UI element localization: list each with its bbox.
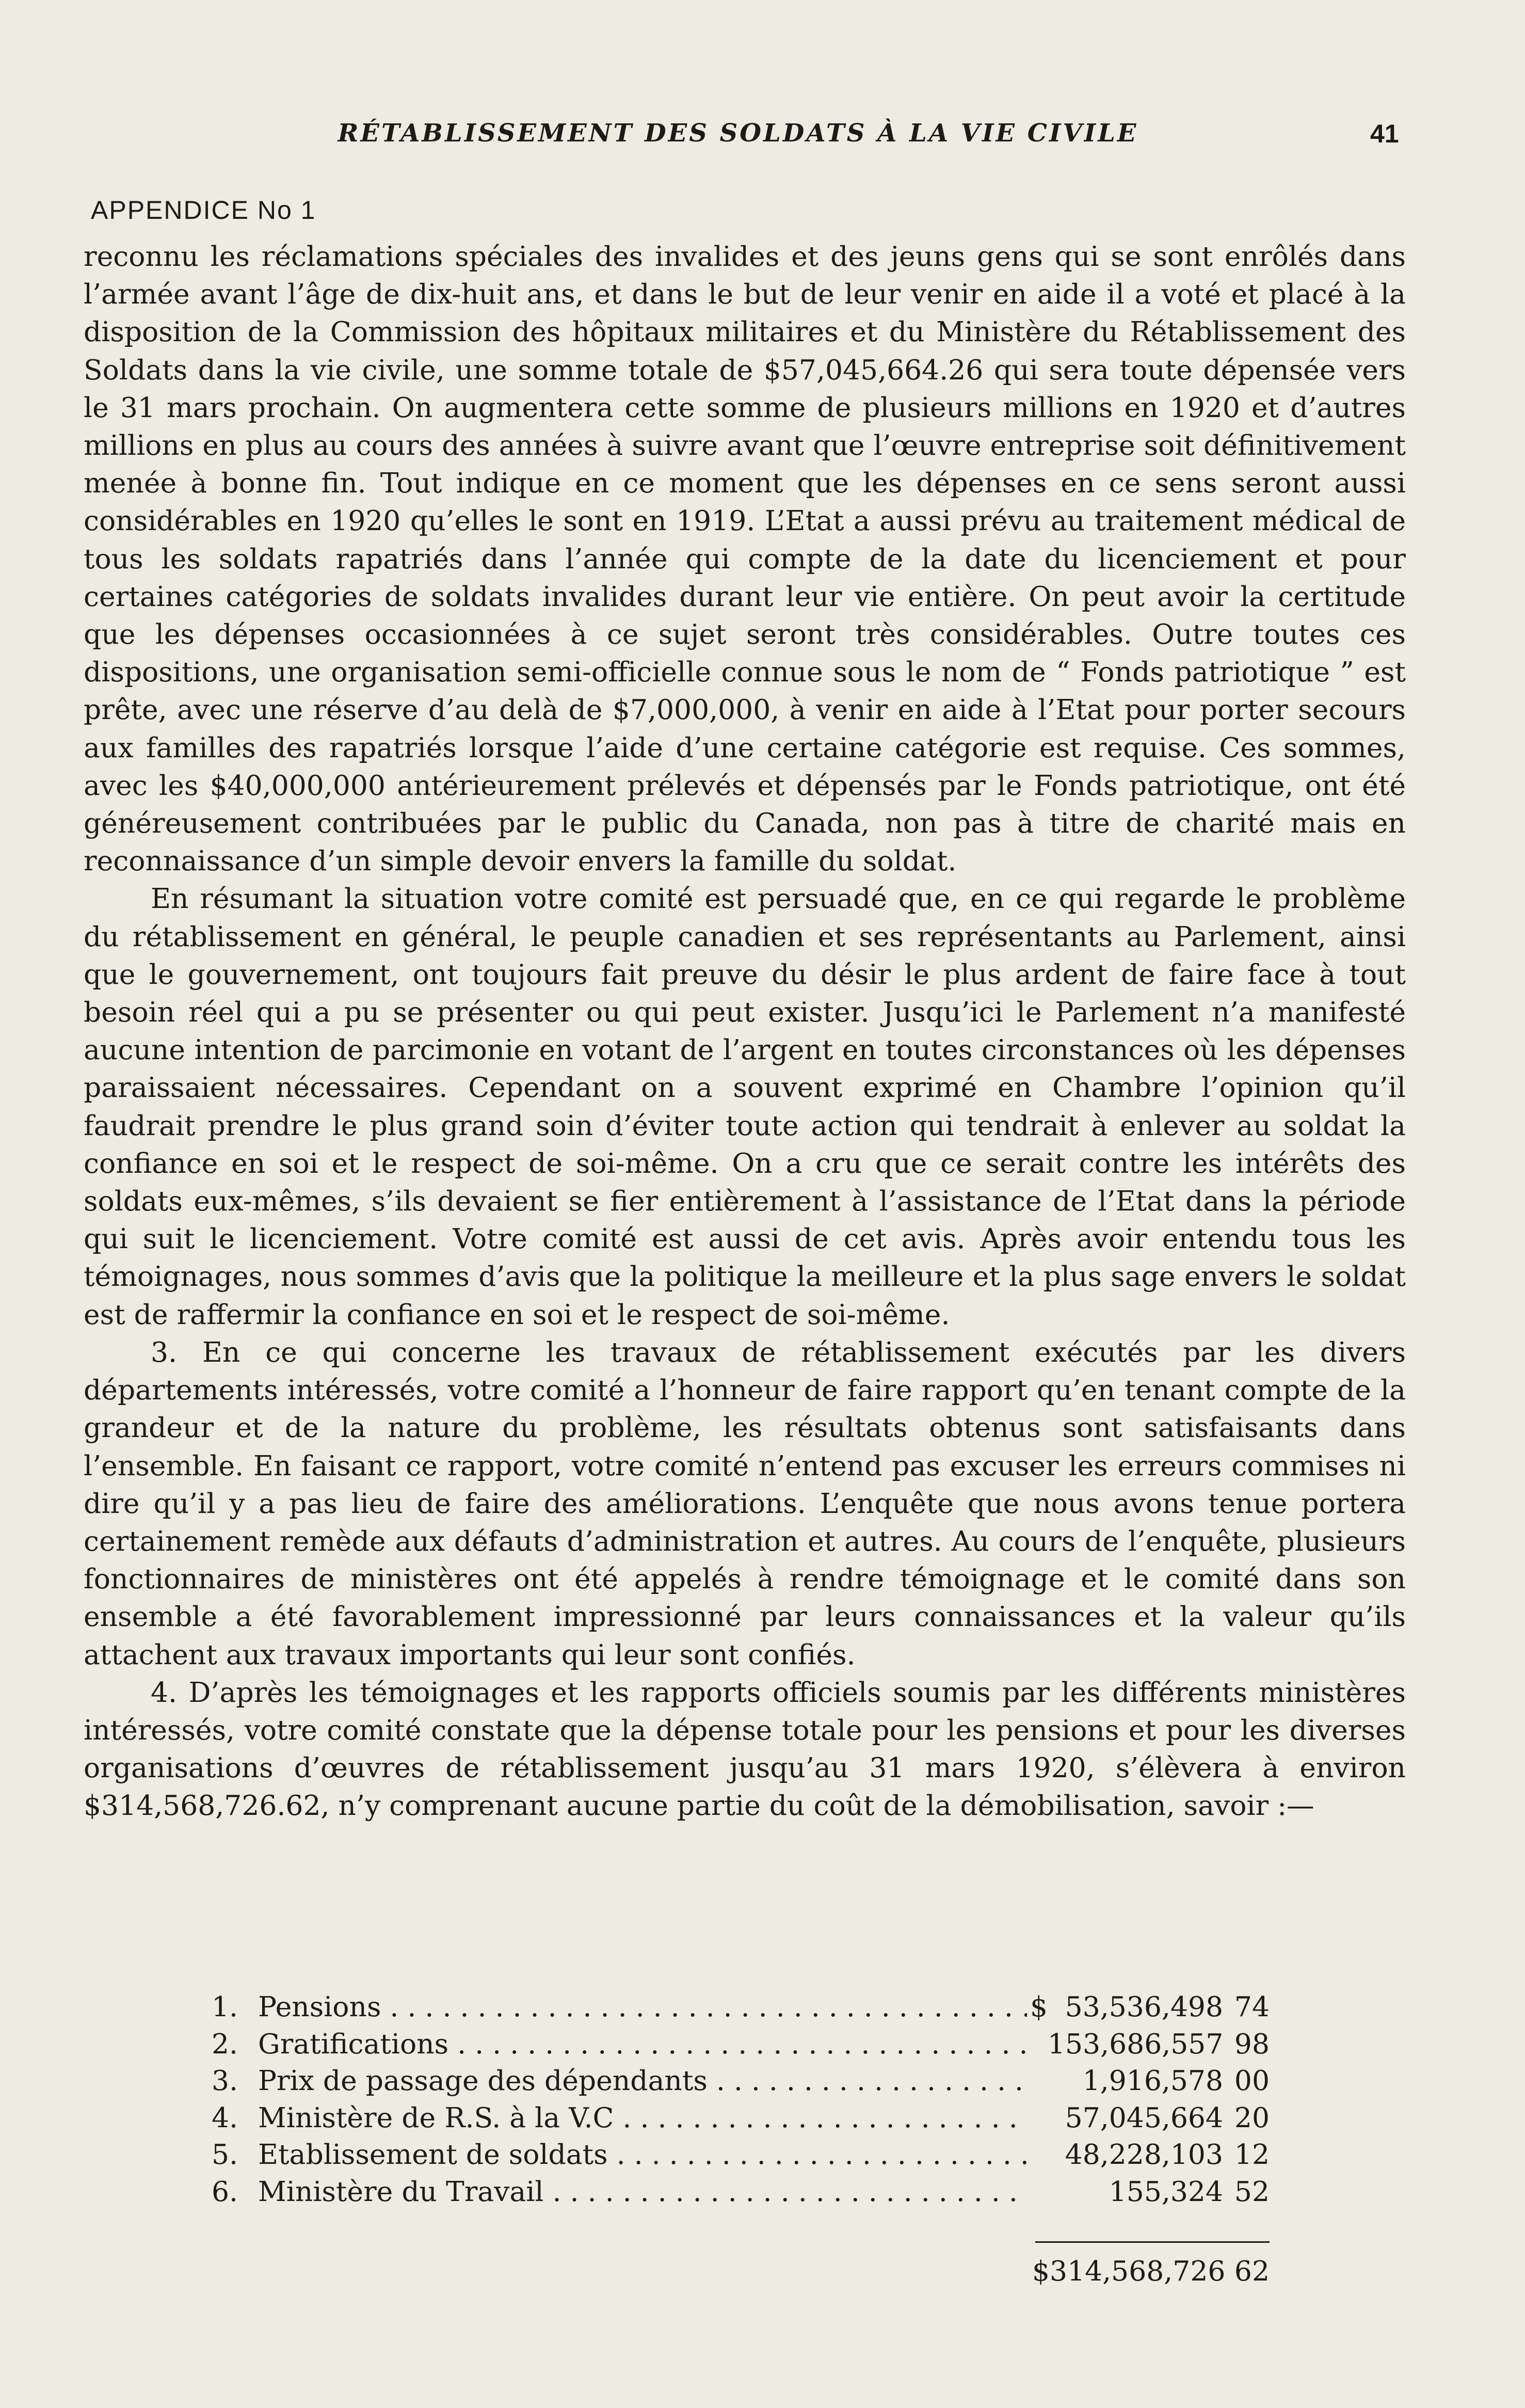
item-amount: 1,916,578 [1082,2064,1223,2097]
item-amount: 48,228,103 [1065,2138,1223,2171]
item-amount: 57,045,664 [1065,2101,1223,2134]
item-number: 5. [212,2138,238,2171]
paragraph-continuation: reconnu les réclamations spéciales des invalides et des jeuns gens qui se sont enrôlés dans l’armée avant l’âge de dix-huit ans, et dans le but de leur venir en aide il a voté et placé à la disposition de la Commission des hôpitaux militaires et du Ministère du Rétablissement des Soldats dans la vie civile, une somme totale de $57,045,664.26 qui sera toute dépensée vers le 31 mars prochain. On augmentera cette somme de plusieurs millions en 1920 et d’autres millions en plus au cours des années à suivre avant que l’œuvre entreprise soit définitivement menée à bonne fin. Tout indique en ce moment que les dépenses en ce sens seront aussi considérables en 1920 qu’elles le sont en 1919. L’Etat a aussi prévu au traitement médical de tous les soldats rapatriés dans l’année qui compte de la date du licenciement et pour certaines catégories de soldats invalides durant leur vie entière. On peut avoir la certitude que les dépenses occasionnées à ce sujet seront très considérables. Outre toutes ces dispositions, une organisation semi-officielle connue sous le nom de “ Fonds patriotique ” est prête, avec une réserve d’au delà de $7,000,000, à venir en aide à l’Etat pour porter secours aux familles des rapatriés lorsque l’aide d’une certaine catégorie est requise. Ces sommes, avec les $40,000,000 antérieurement prélevés et dépensés par le Fonds patriotique, ont été généreusement contribuées par le public du Canada, non pas à titre de charité mais en reconnaissance d’un simple devoir envers la famille du soldat. [84,240,1406,878]
total-row [1032,2255,1270,2287]
item-number: 1. [212,1990,238,2023]
item-amount: 153,686,557 [1048,2027,1224,2060]
item-cents: 00 [1234,2064,1270,2097]
item-cents: 20 [1234,2101,1270,2134]
expense-row [212,1988,1270,2026]
dollar-sign [1027,2062,1048,2099]
page-number: 41 [1370,119,1399,148]
paragraph-4: 4. D’après les témoignages et les rapports officiels soumis par les différents ministères intéressés, votre comité constate que la dépense totale pour les pensions et pour les diverses organisations d’œuvres de rétablissement jusqu’au 31 mars 1920, s’élèvera à environ $314,568,726.62, n’y comprenant aucune partie du coût de la démobilisation, savoir :— [84,1676,1406,1822]
item-label: Pensions . . . [258,1988,1027,2026]
item-label: Etablissement de soldats . . . [258,2136,1027,2173]
item-amount: 155,324 [1109,2175,1223,2208]
total-rule [1035,2241,1270,2243]
item-cents: 52 [1234,2175,1270,2208]
dollar-sign [1027,2026,1048,2063]
item-number: 3. [212,2064,238,2097]
appendix-label: APPENDICE No 1 [91,196,316,225]
expense-row [212,2026,1270,2063]
item-label: Prix de passage des dépendants . . . [258,2062,1027,2099]
dollar-sign [1027,2173,1048,2210]
dollar-sign: $ [1030,1990,1048,2023]
running-title: RÉTABLISSEMENT DES SOLDATS À LA VIE CIVILE [338,119,1138,148]
total-amount: $314,568,726 [1032,2255,1226,2287]
item-cents: 74 [1234,1990,1270,2023]
dollar-sign [1027,2136,1048,2173]
item-cents: 12 [1234,2138,1270,2171]
expense-row [212,2136,1270,2173]
expense-table [212,1988,1270,2210]
expense-row [212,2062,1270,2099]
paragraph-3: 3. En ce qui concerne les travaux de rétablissement exécutés par les divers départements intéressés, votre comité a l’honneur de faire rapport qu’en tenant compte de la grandeur et de la nature du problème, les résultats obtenus sont satisfaisants dans l’ensemble. En faisant ce rapport, votre comité n’entend pas excuser les erreurs commises ni dire qu’il y a pas lieu de faire des améliorations. L’enquête que nous avons tenue portera certainement remède aux défauts d’administration et autres. Au cours de l’enquête, plusieurs fonctionnaires de ministères ont été appelés à rendre témoignage et le comité dans son ensemble a été favorablement impressionné par leurs connaissances et la valeur qu’ils attachent aux travaux importants qui leur sont confiés. [84,1335,1406,1671]
item-number: 6. [212,2175,238,2208]
item-number: 4. [212,2101,238,2134]
total-cents: 62 [1234,2255,1270,2287]
paragraph-summary: En résumant la situation votre comité est persuadé que, en ce qui regarde le problème du rétablissement en général, le peuple canadien et ses représentants au Parlement, ainsi que le gouvernement, ont toujours fait preuve du désir le plus ardent de faire face à tout besoin réel qui a pu se présenter ou qui peut exister. Jusqu’ici le Parlement n’a manifesté aucune intention de parcimonie en votant de l’argent en toutes circonstances où les dépenses paraissaient nécessaires. Cependant on a souvent exprimé en Chambre l’opinion qu’il faudrait prendre le plus grand soin d’éviter toute action qui tendrait à enlever au soldat la confiance en soi et le respect de soi-même. On a cru que ce serait contre les intérêts des soldats eux-mêmes, s’ils devaient se fier entièrement à l’assistance de l’Etat dans la période qui suit le licenciement. Votre comité est aussi de cet avis. Après avoir entendu tous les témoignages, nous sommes d’avis que la politique la meilleure et la plus sage envers le soldat est de raffermir la confiance en soi et le respect de soi-même. [84,882,1406,1331]
expense-row [212,2099,1270,2136]
item-amount: 53,536,498 [1065,1990,1223,2023]
item-label: Gratifications . . . [258,2026,1027,2063]
body-text [84,237,1406,1825]
item-number: 2. [212,2027,238,2060]
item-label: Ministère de R.S. à la V.C . . . [258,2099,1027,2136]
expense-row [212,2173,1270,2210]
item-label: Ministère du Travail . . . [258,2173,1027,2210]
item-cents: 98 [1234,2027,1270,2060]
dollar-sign [1027,2099,1048,2136]
